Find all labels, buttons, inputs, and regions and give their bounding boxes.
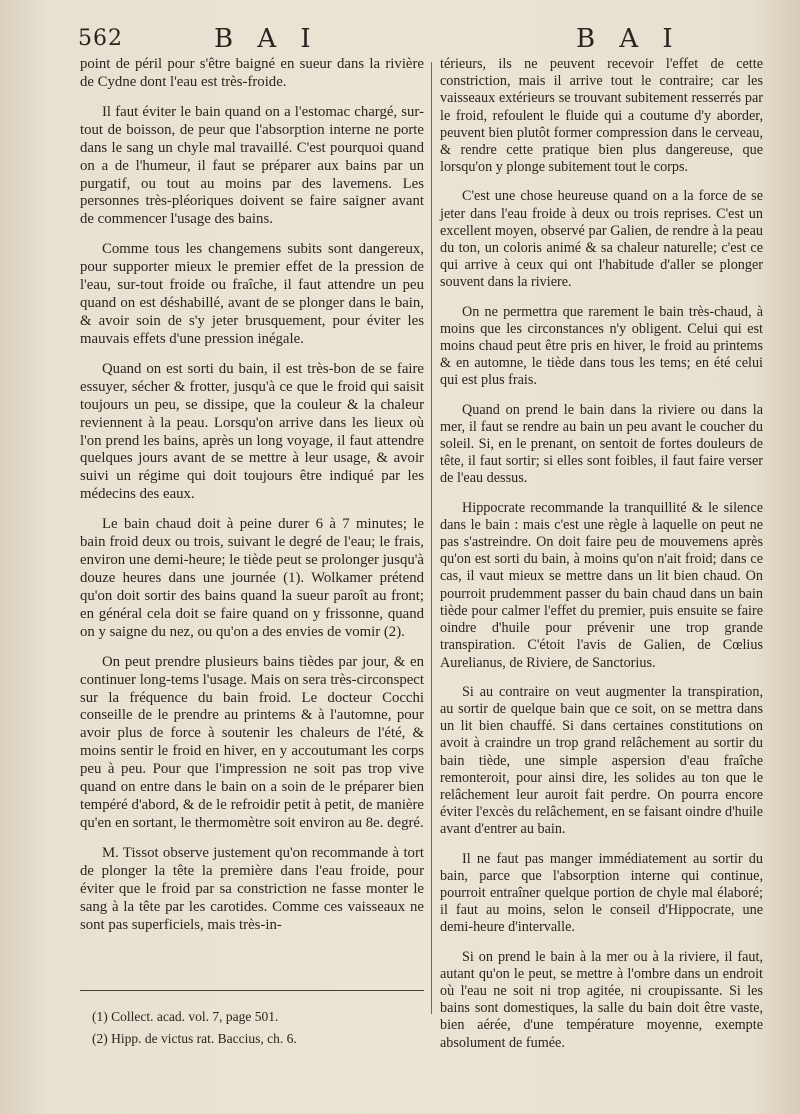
running-head-left: B A I (214, 24, 319, 54)
footnote: (1) Collect. acad. vol. 7, page 501. (92, 1009, 279, 1024)
paragraph: Le bain chaud doit à peine durer 6 à 7 minutes; le bain froid deux ou trois, suivant le degré de l'eau; le frais, environ une demi-heure; le tiède peut se prolonger jusqu'à douze heures dans une journée (1). Wolkamer prétend qu'on doit sortir des bains quand la sueur paroît au front; en général cela doit se faire quand on y frissonne, quand on y saigne du nez, ou qu'on a des envies de vomir (2). (80, 516, 424, 640)
paragraph: On peut prendre plusieurs bains tièdes par jour, & en continuer long-tems l'usage. Mais on sera très-circonspect sur la fréquence du bain froid. Le docteur Cocchi conseille de le prendre au printems & à l'automne, pour avoir plus de force à soutenir les chaleurs de l'été, & moins sentir le froid en hiver, en y accoutumant les corps peu à peu. Pour que l'impression ne soit pas trop vive quand on entre dans le bain on a soin de le préparer bien tempéré d'abord, & de le refroidir petit à petit, de manière qu'en en sortant, le thermomètre soit environ au 8e. degré. (80, 653, 424, 831)
paragraph: Quand on prend le bain dans la riviere ou dans la mer, il faut se rendre au bain un peu avant le coucher du soleil. Si, en le prenant, on sentoit de fortes douleurs de tête, il faut sortir; si elles sont foibles, il faut faire verser de l'eau dessus. (440, 401, 763, 487)
footnotes (92, 1006, 422, 1050)
footnote: (2) Hipp. de victus rat. Baccius, ch. 6. (92, 1031, 297, 1046)
paragraph: Comme tous les changemens subits sont dangereux, pour supporter mieux le premier effet de la pression de l'eau, sur-tout froide ou fraîche, il faut attendre un peu quand on est déshabillé, avant de se plonger dans le bain, & avoir soin de s'y jeter brusquement, pour éviter les mauvais effets d'une pression inégale. (80, 241, 424, 347)
left-column (80, 56, 424, 946)
paragraph: Hippocrate recommande la tranquillité & le silence dans le bain : mais c'est une règle à laquelle on peut ne pas s'astreindre. On doit faire peu de mouvemens après qu'on est sorti du bain, à moins qu'on n'ait froid; dans ce cas, il vaut mieux se mettre dans un lit bien chaud. On pourroit prudemment passer du bain chaud dans un bain tiède pour calmer l'effet du premier, puis ensuite se faire oindre d'huile pour prévenir une trop grande transpiration. C'étoit l'avis de Galien, de Cœlius Aurelianus, de Riviere, de Sanctorius. (440, 499, 763, 671)
paragraph: C'est une chose heureuse quand on a la force de se jeter dans l'eau froide à deux ou trois reprises. C'est un excellent moyen, observé par Galien, de rendre à la peau du ton, un coloris animé & sa chaleur naturelle; c'est ce qui arrive à ceux qui ont l'habitude d'aller se plonger souvent dans la riviere. (440, 188, 763, 291)
paragraph: Quand on est sorti du bain, il est très-bon de se faire essuyer, sécher & frotter, jusqu'à ce que le froid qui saisit toujours un peu, se dissipe, que la couleur & la chaleur reviennent à la peau. Lorsqu'on arrive dans les lieux où l'on prend les bains, après un long voyage, il faut attendre quelques jours avant de se mettre à leur usage, & avoir suivi un régime qui doit toujours être indiqué par les médecins des eaux. (80, 360, 424, 503)
page-number: 562 (78, 26, 123, 51)
paragraph: Si on prend le bain à la mer ou à la riviere, il faut, autant qu'on le peut, se mettre à l'ombre dans un endroit où l'eau ne soit ni trop agitée, ni croupissante. Si les bains sont domestiques, la salle du bain doit être vaste, bien aérée, d'une température moyenne, exempte absolument de fumée. (440, 948, 763, 1051)
paragraph: Il ne faut pas manger immédiatement au sortir du bain, parce que l'absorption interne qui continue, pourroit entraîner quelque portion de chyle mal élaboré; il faut au moins, selon le conseil d'Hippocrate, une demi-heure d'intervalle. (440, 850, 763, 936)
paragraph: point de péril pour s'être baigné en sueur dans la rivière de Cydne dont l'eau est très-froide. (80, 56, 424, 90)
paragraph: Il faut éviter le bain quand on a l'estomac chargé, sur-tout de boisson, de peur que l'absorption interne ne porte dans le sang un chyle mal travaillé. C'est pourquoi quand on a de l'humeur, il faut se préparer aux bains par un purgatif, ou tout au moins par des lavemens. Les personnes très-pléoriques doivent se faire saigner avant de commencer l'usage des bains. (80, 103, 424, 228)
paragraph: Si au contraire on veut augmenter la transpiration, au sortir de quelque bain que ce soit, on se mettra dans un lit bien chauffé. Si dans certaines constitutions on avoit à craindre un trop grand relâchement au sortir du bain tiède, une simple aspersion d'eau fraîche remonteroit, pour ainsi dire, les solides au ton que le relâchement leur auroit fait perdre. On pourra encore éviter l'excès du relâchement, en se faisant oindre d'huile avant d'entrer au bain. (440, 683, 764, 838)
paragraph: M. Tissot observe justement qu'on recommande à tort de plonger la tête la première dans l'eau froide, pour éviter que le froid par sa constriction ne fasse monter le sang à la tête par les carotides. Comme ces vaisseaux ne sont pas superficiels, mais très-in- (80, 844, 424, 933)
footnote-rule (80, 990, 424, 991)
page-header (0, 22, 800, 56)
running-head-right: B A I (576, 24, 681, 54)
paragraph: On ne permettra que rarement le bain très-chaud, à moins que les circonstances n'y obligent. Celui qui est moins chaud peut être pris en hiver, le froid au printems & en automne, le tiède dans tous les tems; en été celui qui est plus frais. (440, 303, 763, 389)
paragraph: térieurs, ils ne peuvent recevoir l'effet de cette constriction, mais il arrive tout le contraire; car les vaisseaux extérieurs se trouvant subitement resserrés par le froid, refoulent le fluide qui a coutume d'y aborder, peuvent bien plutôt former compression dans le cerveau, & rendre cette pratique bien plus dangereuse, que lorsqu'on y plonge subitement tout le corps. (440, 56, 763, 176)
column-divider (431, 62, 432, 1014)
right-column (440, 56, 763, 1064)
